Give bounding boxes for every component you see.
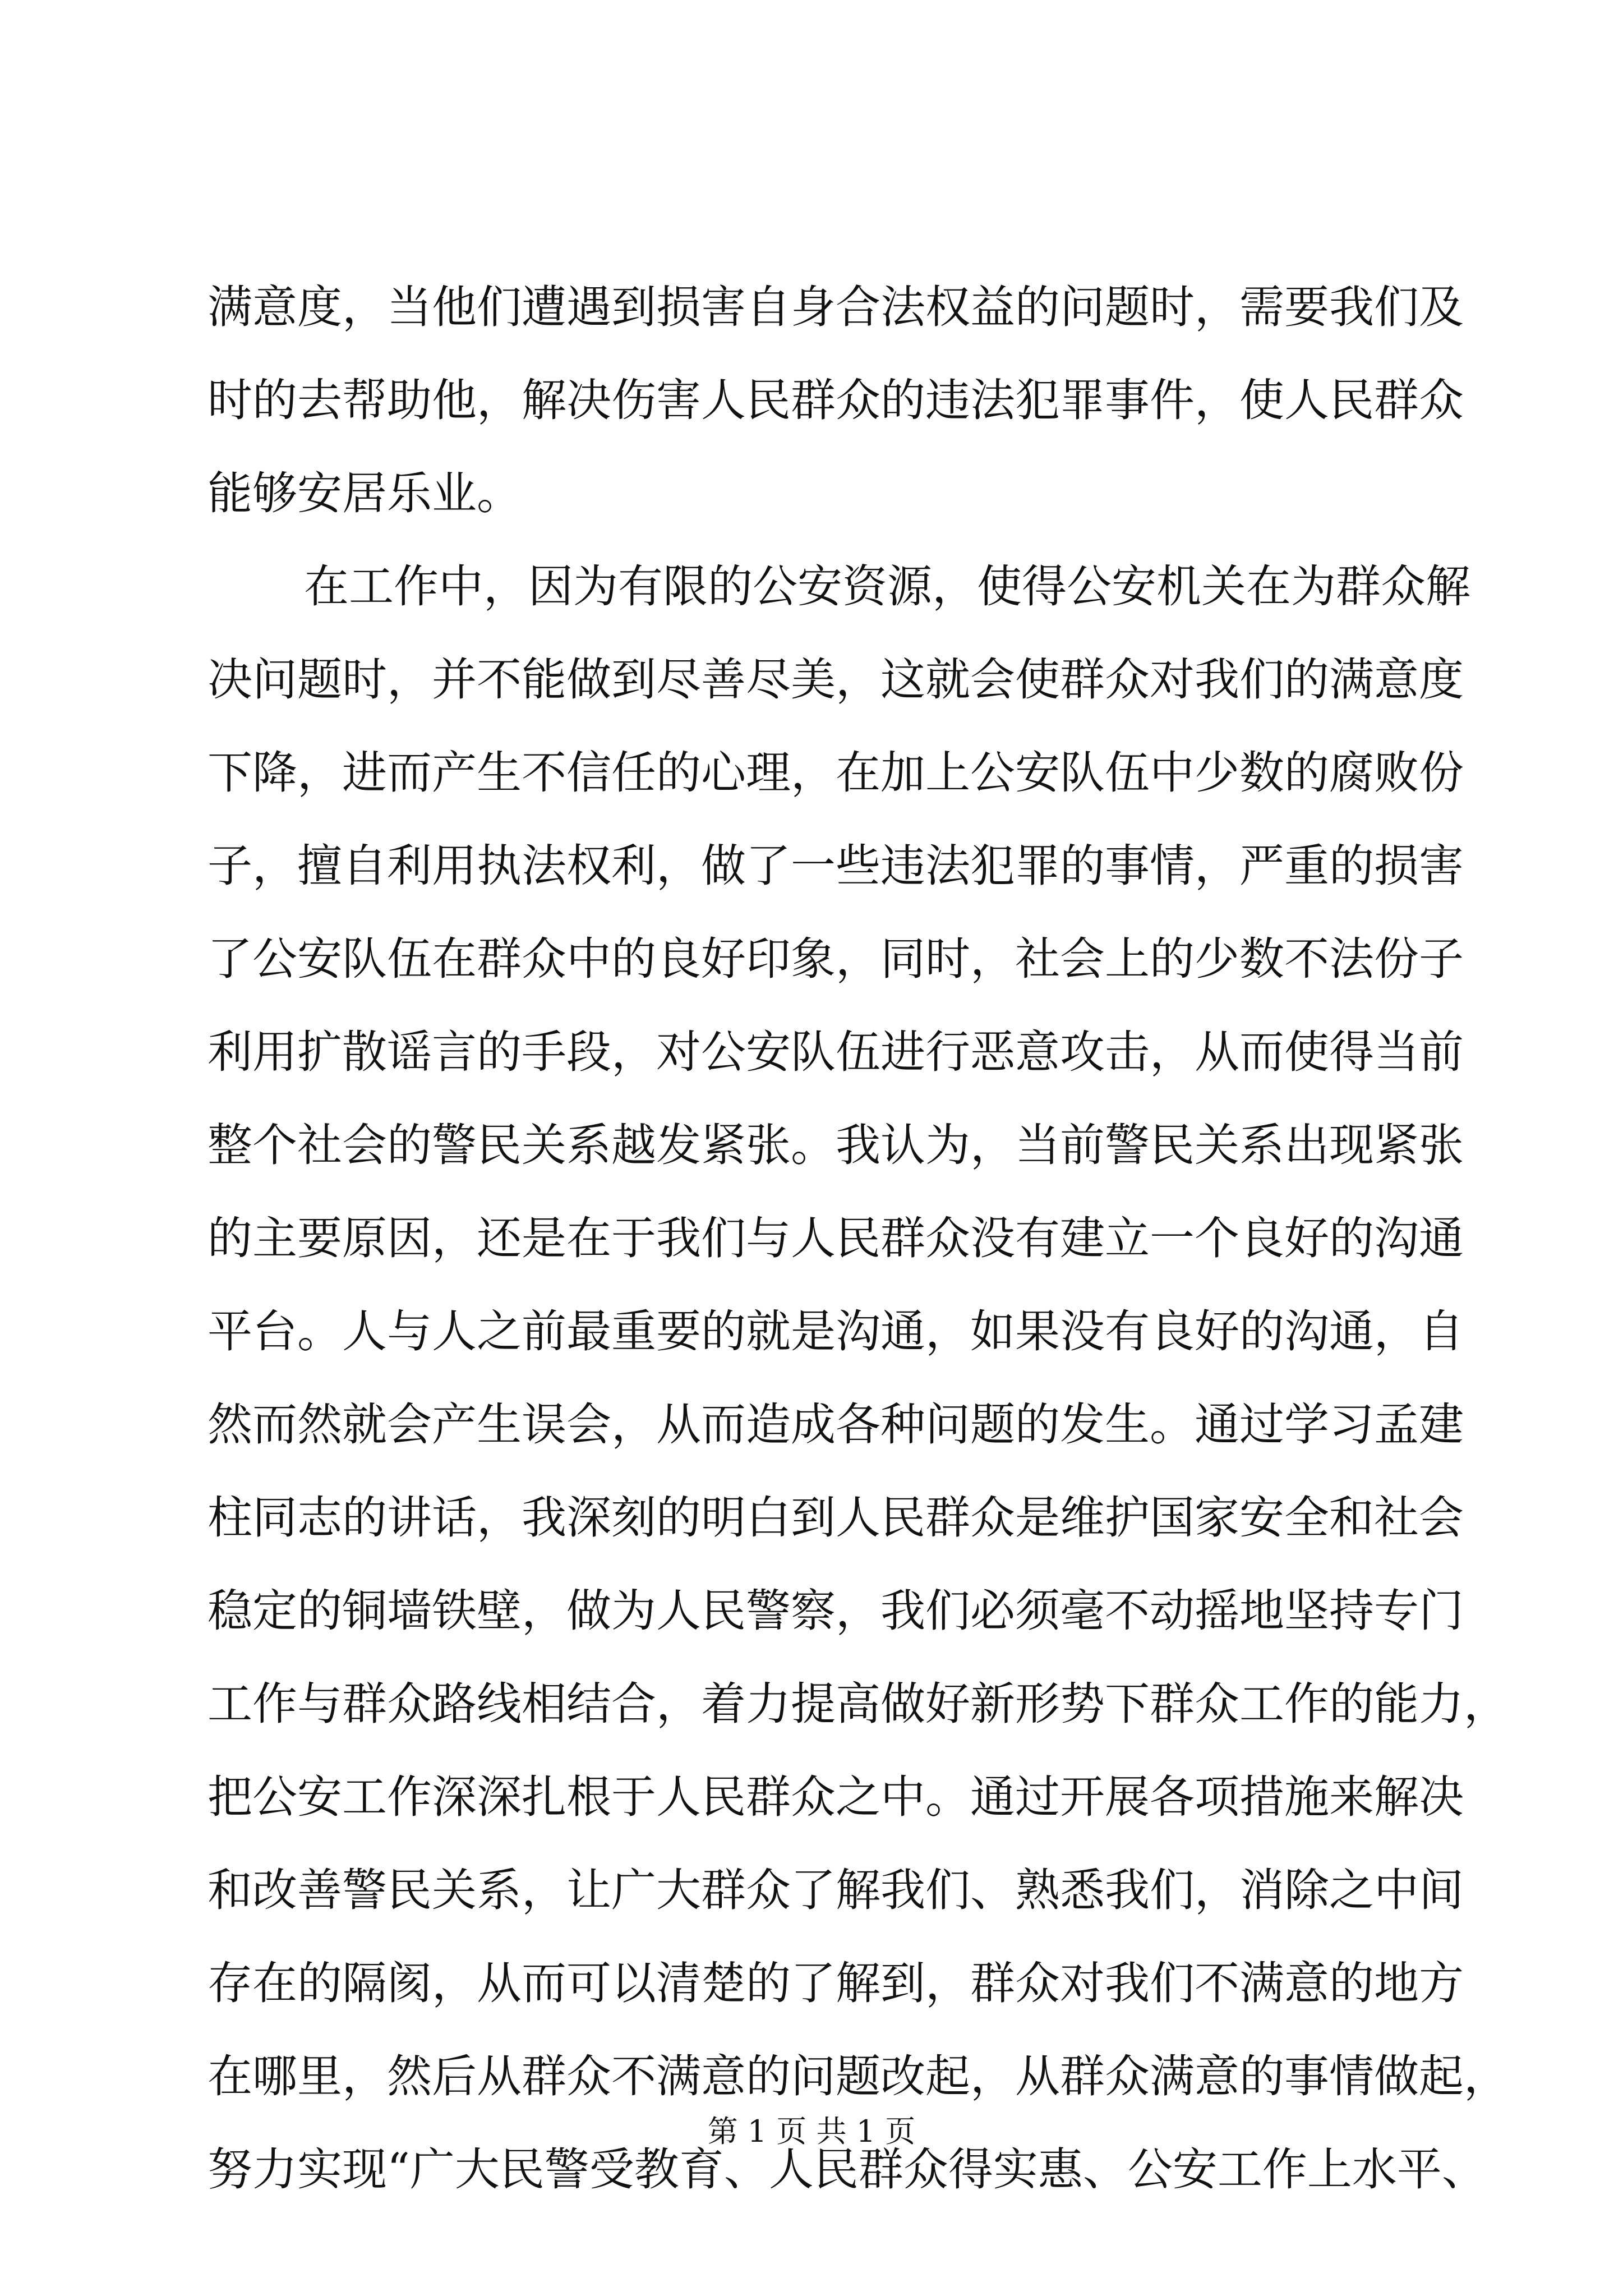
text-line: 在工作中，因为有限的公安资源，使得公安机关在为群众解 [304, 560, 1470, 613]
text-line: 满意度，当他们遭遇到损害自身合法权益的问题时，需要我们及 [208, 281, 1464, 333]
text-line: 下降，进而产生不信任的心理，在加上公安队伍中少数的腐败份 [208, 747, 1464, 799]
text-line: 的主要原因，还是在于我们与人民群众没有建立一个良好的沟通 [208, 1212, 1464, 1264]
text-line: 然而然就会产生误会，从而造成各种问题的发生。通过学习孟建 [208, 1398, 1464, 1451]
text-line: 和改善警民关系，让广大群众了解我们、熟悉我们，消除之中间 [208, 1864, 1464, 1916]
text-line: 平台。人与人之前最重要的就是沟通，如果没有良好的沟通，自 [208, 1305, 1464, 1358]
text-line: 努力实现“广大民警受教育、人民群众得实惠、公安工作上水平、 [208, 2143, 1487, 2196]
text-line: 把公安工作深深扎根于人民群众之中。通过开展各项措施来解决 [208, 1771, 1464, 1823]
text-line: 利用扩散谣言的手段，对公安队伍进行恶意攻击，从而使得当前 [208, 1026, 1464, 1078]
text-line: 稳定的铜墙铁壁，做为人民警察，我们必须毫不动摇地坚持专门 [208, 1585, 1464, 1637]
text-line: 工作与群众路线相结合，着力提高做好新形势下群众工作的能力， [208, 1678, 1509, 1730]
text-line: 柱同志的讲话，我深刻的明白到人民群众是维护国家安全和社会 [208, 1492, 1464, 1544]
text-line: 能够安居乐业。 [208, 467, 522, 519]
text-line: 时的去帮助他，解决伤害人民群众的违法犯罪事件，使人民群众 [208, 374, 1464, 426]
text-line: 在哪里，然后从群众不满意的问题改起，从群众满意的事情做起， [208, 2050, 1509, 2102]
text-line: 决问题时，并不能做到尽善尽美，这就会使群众对我们的满意度 [208, 654, 1464, 706]
text-line: 子，擅自利用执法权利，做了一些违法犯罪的事情，严重的损害 [208, 840, 1464, 892]
text-line: 了公安队伍在群众中的良好印象，同时，社会上的少数不法份子 [208, 933, 1464, 985]
text-line: 整个社会的警民关系越发紧张。我认为，当前警民关系出现紧张 [208, 1119, 1464, 1171]
text-line: 存在的隔阂，从而可以清楚的了解到，群众对我们不满意的地方 [208, 1957, 1464, 2009]
page-footer: 第 1 页 共 1 页 [707, 2114, 916, 2149]
body-text [208, 261, 1509, 2216]
